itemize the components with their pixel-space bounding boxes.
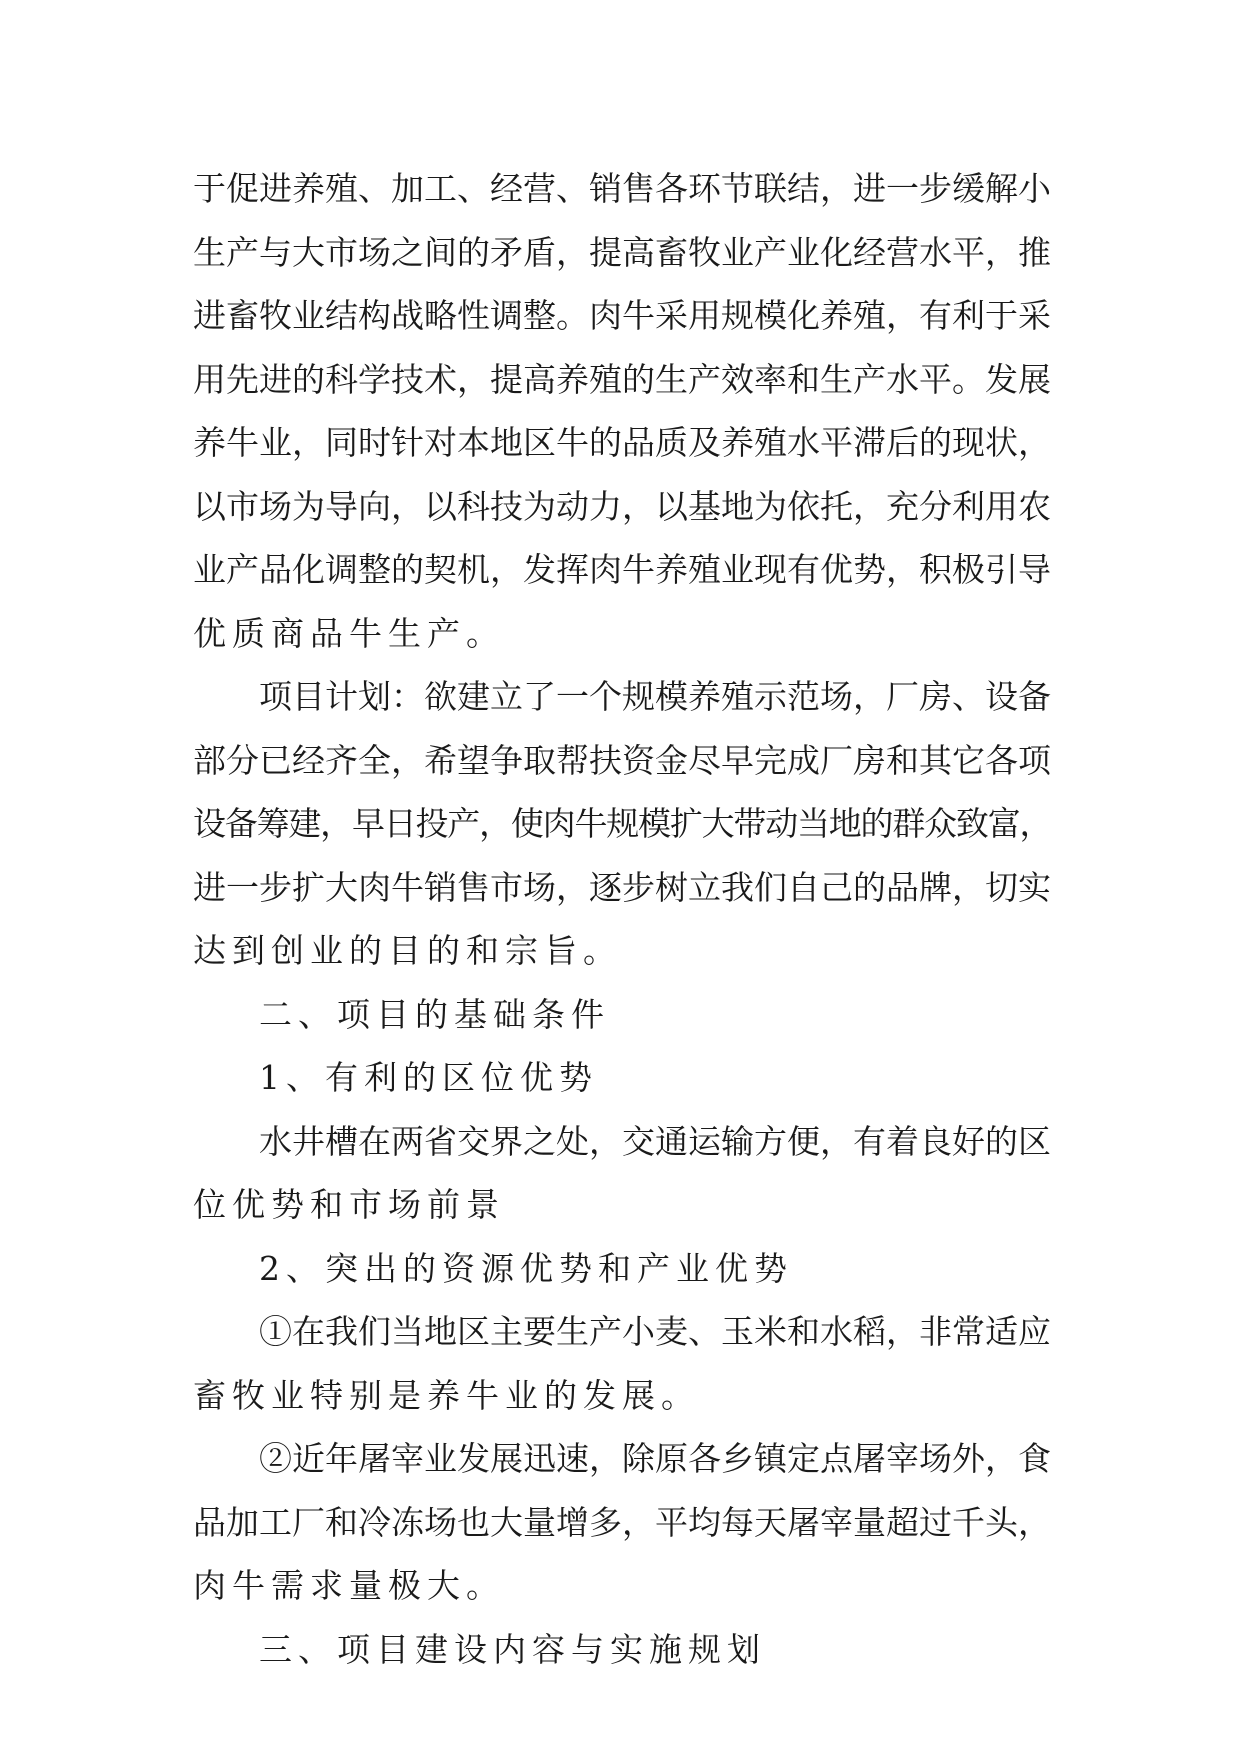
text-line: 达到创业的目的和宗旨。 xyxy=(193,931,622,970)
document-body xyxy=(193,157,1051,1681)
text-line: 部分已经齐全，希望争取帮扶资金尽早完成厂房和其它各项 xyxy=(193,740,1051,780)
text-line: 水井槽在两省交界之处，交通运输方便，有着良好的区 xyxy=(259,1121,1051,1161)
text-line: 二、项目的基础条件 xyxy=(259,994,610,1034)
text-line: 于促进养殖、加工、经营、销售各环节联结，进一步缓解小 xyxy=(193,169,1051,208)
text-line: 项目计划：欲建立了一个规模养殖示范场，厂房、设备 xyxy=(259,677,1051,716)
text-line: 进畜牧业结构战略性调整。肉牛采用规模化养殖，有利于采 xyxy=(193,296,1051,335)
text-line: 用先进的科学技术，提高养殖的生产效率和生产水平。发展 xyxy=(193,359,1051,399)
text-line: 以市场为导向，以科技为动力，以基地为依托，充分利用农 xyxy=(193,486,1051,526)
text-line: 肉牛需求量极大。 xyxy=(193,1566,505,1605)
text-line: 设备筹建，早日投产，使肉牛规模扩大带动当地的群众致富， xyxy=(193,804,1051,843)
text-line: 畜牧业特别是养牛业的发展。 xyxy=(193,1375,700,1415)
text-line: ②近年屠宰业发展迅速，除原各乡镇定点屠宰场外，食 xyxy=(259,1439,1051,1478)
text-line: 优质商品牛生产。 xyxy=(193,613,505,653)
text-line: 生产与大市场之间的矛盾，提高畜牧业产业化经营水平，推 xyxy=(193,232,1051,272)
text-line: 2、突出的资源优势和产业优势 xyxy=(259,1248,793,1288)
text-line: 1、有利的区位优势 xyxy=(259,1058,598,1097)
text-line: 三、项目建设内容与实施规划 xyxy=(259,1629,766,1669)
text-line: 位优势和市场前景 xyxy=(193,1185,505,1224)
text-line: ①在我们当地区主要生产小麦、玉米和水稻，非常适应 xyxy=(259,1312,1051,1351)
text-line: 进一步扩大肉牛销售市场，逐步树立我们自己的品牌，切实 xyxy=(193,867,1051,907)
text-line: 业产品化调整的契机，发挥肉牛养殖业现有优势，积极引导 xyxy=(193,550,1051,589)
text-line: 品加工厂和冷冻场也大量增多，平均每天屠宰量超过千头， xyxy=(193,1502,1051,1542)
text-line: 养牛业，同时针对本地区牛的品质及养殖水平滞后的现状， xyxy=(193,423,1051,462)
